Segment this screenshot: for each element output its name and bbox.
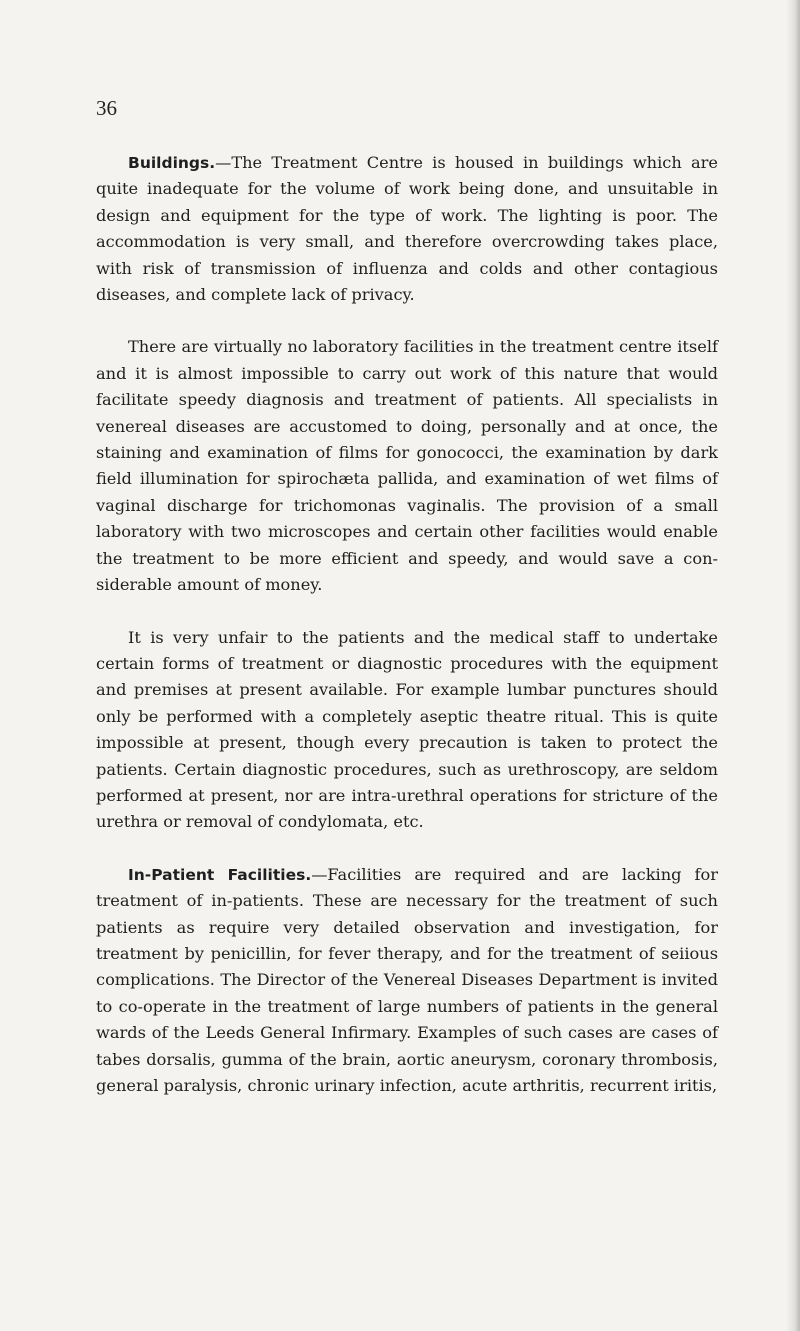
paragraph-text: It is very unfair to the patients and the medical staff to undertake certain forms of treatment or diagnostic procedures with the equipment and premises at present available. For example lumbar punctures should only be performed with a completely aseptic theatre ritual. This is quite impossible at present, though every precaution is taken to protect the patients. Certain diagnostic procedures, such as urethroscopy, are seldom performed at present, nor are intra-urethral operations for stricture of the urethra or removal of condylomata, etc.	[96, 627, 718, 832]
paragraph-text: —The Treatment Centre is housed in buildings which are quite inadequate for the volume of work being done, and unsuitable in design and equipment for the type of work. The lighting is poor. The accommodation is very small, and therefore overcrowding takes place, with risk of transmission of influenza and colds and other contagious diseases, and complete lack of privacy.	[96, 153, 718, 305]
paragraph-text: There are virtually no laboratory facilities in the treatment centre itself and it is almost impossible to carry out work of this nature that would facilitate speedy diagnosis and treatment of patients. All specialists in venereal diseases are accustomed to doing, personally and at once, the staining and examination of films for gonococci, the examination by dark field illumination for spirochæta pallida, and examination of wet films of vaginal discharge for trichomonas vaginalis. The provision of a small laboratory with two microscopes and certain other facilities would enable the treatment to be more efficient and speedy, and would save a considerable amount of money.	[96, 337, 718, 595]
section-heading-in-patient-facilities: In-Patient Facilities.	[128, 865, 312, 884]
paragraph-text: —Facilities are required and are lacking for treatment of in-patients. These are necessary for the treatment of such patients as require very detailed observation and investigation, for treatment by penicillin, for fever therapy, and for the treatment of seiious complications. The Director of the Venereal Diseases Department is invited to co-operate in the treatment of large numbers of patients in the general wards of the Leeds General Infirmary. Examples of such cases are cases of tabes dorsalis, gumma of the brain, aortic aneurysm, coronary thrombosis, general paralysis, chronic urinary infection, acute arthritis, recurrent iritis,	[96, 864, 718, 1095]
paragraph-buildings	[96, 150, 718, 308]
paragraph-procedures	[96, 625, 718, 836]
document-body	[96, 150, 718, 1125]
paragraph-laboratory	[96, 334, 718, 598]
section-heading-buildings: Buildings.	[128, 154, 216, 172]
paragraph-in-patient-facilities	[96, 862, 718, 1100]
page-number: 36	[96, 96, 117, 120]
page-edge-shadow	[786, 0, 800, 1331]
